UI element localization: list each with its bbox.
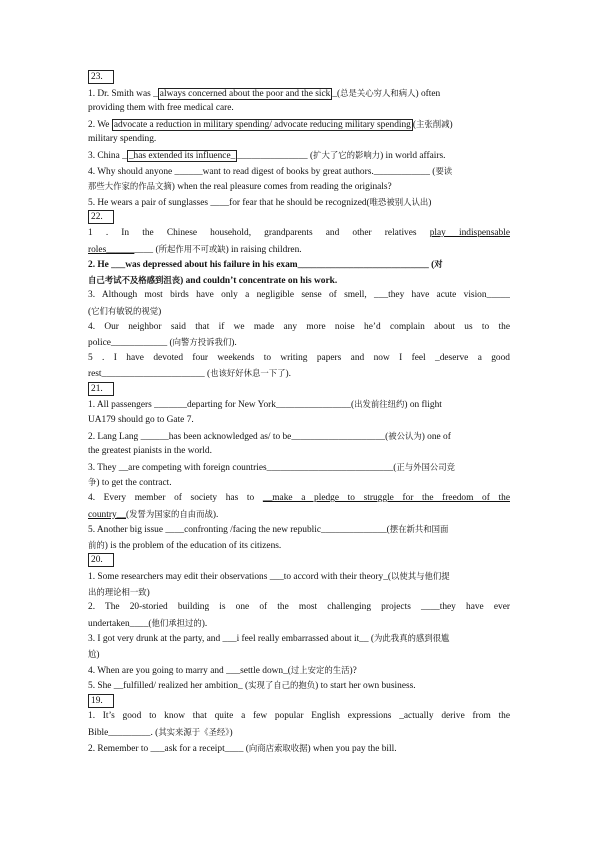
chinese-hint: 总是关心穷人和病人 (340, 87, 416, 98)
chinese-hint: 发誓为国家的自由而战 (129, 508, 213, 519)
chinese-hint: 以使其与他们提 (391, 571, 450, 581)
chinese-hint: 过上安定的生活 (290, 664, 350, 675)
boxed-answer: always concerned about the poor and the sick (159, 88, 331, 99)
chinese-hint: 被公认为 (388, 430, 422, 441)
exercise-line (88, 460, 510, 476)
chinese-hint: 也该好好休息一下了 (210, 368, 286, 379)
exercise-line (88, 148, 510, 164)
line-text: ) to start her own business. (315, 681, 416, 692)
line-text: ) in world affairs. (380, 150, 446, 161)
line-text: 3. Although most birds have only a negligible sense of smell, ___they have acute vision_____ (88, 290, 510, 301)
chinese-hint: 争 (88, 477, 97, 488)
exercise-line (88, 304, 510, 320)
line-text: 1. All passengers _______departing for New York________________( (88, 400, 355, 411)
chinese-hint: 他们承担过的 (151, 617, 202, 628)
line-text: 3. China _ (88, 150, 127, 161)
underlined-answer: country__ (88, 509, 127, 520)
line-text: ) (229, 727, 233, 738)
line-text: ) (96, 649, 100, 660)
exercise-line (88, 397, 510, 413)
line-text: 1. Some researchers may edit their observations ___to accord with their theory_( (88, 572, 392, 582)
exercise-line (88, 538, 510, 554)
line-text: ) (428, 197, 432, 208)
chinese-hint: 向商店索取收据 (248, 742, 308, 753)
chinese-hint: 对 (434, 259, 443, 270)
exercise-line (88, 413, 510, 429)
chinese-hint: 尬 (88, 648, 97, 659)
section-number: 23. (88, 70, 114, 84)
exercise-line (88, 101, 510, 117)
line-text: ). (212, 509, 219, 520)
section-header (88, 553, 510, 569)
line-text: military spending. (88, 134, 157, 145)
chinese-hint: 向警方投诉我们 (172, 337, 232, 348)
chinese-hint: 为此我真的感到很尴 (374, 633, 450, 644)
exercise-list (88, 70, 510, 756)
exercise-line (88, 663, 510, 679)
line-text: _( (332, 88, 341, 99)
exercise-line (88, 616, 510, 632)
chinese-hint: 正与外国公司竞 (396, 461, 455, 472)
exercise-line (88, 117, 510, 133)
line-text: 3. They __are competing with foreign countries___________________________( (88, 462, 397, 473)
line-text: Bible_________. ( (88, 727, 159, 738)
exercise-line (88, 164, 510, 180)
line-text: )? (349, 665, 357, 676)
line-text: police____________ ( (88, 338, 173, 349)
line-text: ) on flight (404, 400, 442, 411)
exercise-line (88, 86, 510, 102)
line-text: ( (88, 306, 92, 317)
line-text: 2. The 20-storied building is one of the most challenging projects ____they have ever (88, 602, 510, 613)
line-text: _______________ ( (237, 150, 314, 161)
chinese-hint: 自己考试不及格感到沮丧 (88, 274, 181, 285)
line-text: ). (201, 618, 208, 629)
exercise-line (88, 351, 510, 367)
line-text: 2. We (88, 119, 112, 130)
section-header (88, 382, 510, 398)
chinese-hint: 要读 (435, 165, 453, 176)
exercise-line (88, 288, 510, 304)
exercise-line (88, 678, 510, 694)
underlined-answer: play indispensable (429, 227, 510, 238)
line-text: 4. When are you going to marry and ___settle down_( (88, 665, 291, 676)
boxed-answer: _has extended its influence_ (128, 150, 236, 161)
chinese-hint: 前的 (88, 539, 105, 550)
section-number: 22. (88, 210, 114, 224)
exercise-line (88, 226, 510, 242)
exercise-line (88, 647, 510, 663)
section-header (88, 70, 510, 86)
line-text: 3. I got very drunk at the party, and ___i feel really embarrassed about it__ ( (88, 634, 375, 645)
line-text: 5. He wears a pair of sunglasses ____for fear that he should be recognized( (88, 197, 370, 208)
section-header (88, 694, 510, 710)
exercise-line (88, 569, 510, 585)
line-text: ) to get the contract. (96, 478, 172, 489)
line-text: rest______________________ ( (88, 369, 211, 380)
line-text: ____ ( (134, 244, 159, 255)
chinese-hint: 主张削减 (415, 118, 450, 129)
line-text: undertaken____( (88, 618, 152, 629)
line-text: ) when the real pleasure comes from reading the originals? (171, 182, 392, 193)
line-text: 2. He ___was depressed about his failure in his exam____________________________ ( (88, 260, 435, 271)
line-text: ) in raising children. (225, 244, 302, 255)
line-text: providing them with free medical care. (88, 103, 234, 114)
chinese-hint: 扩大了它的影响力 (313, 149, 381, 160)
underlined-answer: roles______ (88, 244, 135, 255)
exercise-line (88, 366, 510, 382)
line-text: ) (146, 587, 150, 598)
line-text: ) is the problem of the education of its citizens. (104, 540, 282, 551)
exercise-line (88, 522, 510, 538)
exercise-line (88, 132, 510, 148)
exercise-line (88, 179, 510, 195)
exercise-line (88, 600, 510, 616)
chinese-hint: 所起作用不可或缺 (158, 243, 226, 254)
line-text: UA179 should go to Gate 7. (88, 415, 194, 426)
line-text: 1. It’s good to know that quite a few popular English expressions _actually derive from the (88, 711, 510, 722)
line-text: 5 . I have devoted four weekends to writing papers and now I feel _deserve a good (88, 352, 510, 363)
section-number: 21. (88, 382, 114, 396)
line-text: ( (412, 119, 416, 130)
exercise-line (88, 257, 510, 273)
chinese-hint: 出的理论相一致 (88, 586, 147, 597)
line-text: 5. Another big issue ____confronting /facing the new republic______________( (88, 525, 390, 536)
chinese-hint: 其实来源于《圣经》 (158, 726, 230, 737)
line-text: the greatest pianists in the world. (88, 446, 212, 457)
chinese-hint: 唯恐被别人认出 (369, 196, 429, 207)
line-text: 5. She __fulfilled/ realized her ambition_ ( (88, 681, 249, 692)
line-text: 2. Remember to ___ask for a receipt____ ( (88, 743, 249, 754)
chinese-hint: 出发前往纽约 (354, 399, 405, 410)
line-text: 1. Dr. Smith was _ (88, 88, 158, 99)
section-header (88, 210, 510, 226)
line-text: ). (285, 369, 291, 380)
exercise-line (88, 273, 510, 289)
chinese-hint: 摆在新共和国面 (389, 524, 449, 535)
line-text: ). (231, 338, 237, 349)
exercise-line (88, 335, 510, 351)
exercise-line (88, 491, 510, 507)
exercise-line (88, 475, 510, 491)
section-number: 20. (88, 553, 114, 567)
line-text: ( (126, 509, 130, 520)
exercise-line (88, 429, 510, 445)
line-text: ) when you pay the bill. (307, 743, 397, 754)
exercise-line (88, 320, 510, 336)
line-text: ) and couldn’t concentrate on his work. (180, 275, 338, 286)
exercise-line (88, 631, 510, 647)
exercise-line (88, 444, 510, 460)
underlined-answer: __make a pledge to struggle for the freedom of the (262, 493, 510, 504)
exercise-line (88, 725, 510, 741)
line-text: 4. Our neighbor said that if we made any more noise he’d complain about us to the (88, 321, 510, 332)
line-text: ) one of (421, 431, 451, 442)
exercise-line (88, 741, 510, 757)
exercise-line (88, 585, 510, 601)
chinese-hint: 实现了自己的抱负 (248, 680, 316, 691)
line-text: 2. Lang Lang ______has been acknowledged as/ to be____________________( (88, 431, 389, 442)
chinese-hint: 它们有敏锐的视觉 (91, 305, 159, 316)
line-text: 4. Why should anyone ______want to read digest of books by great authors.____________ ( (88, 166, 436, 177)
line-text: ) (158, 306, 162, 317)
boxed-answer: advocate a reduction in military spending/ advocate reducing military spending (113, 119, 411, 130)
line-text: ) often (415, 88, 441, 99)
exercise-line (88, 195, 510, 211)
section-number: 19. (88, 694, 114, 708)
line-text: 1 . In the Chinese household, grandparents and other relatives (88, 227, 430, 238)
exercise-line (88, 507, 510, 523)
exercise-line (88, 709, 510, 725)
line-text: ) (449, 119, 453, 130)
line-text: 4. Every member of society has to (88, 493, 263, 504)
chinese-hint: 那些大作家的作品文摘 (88, 181, 172, 192)
exercise-line (88, 242, 510, 258)
